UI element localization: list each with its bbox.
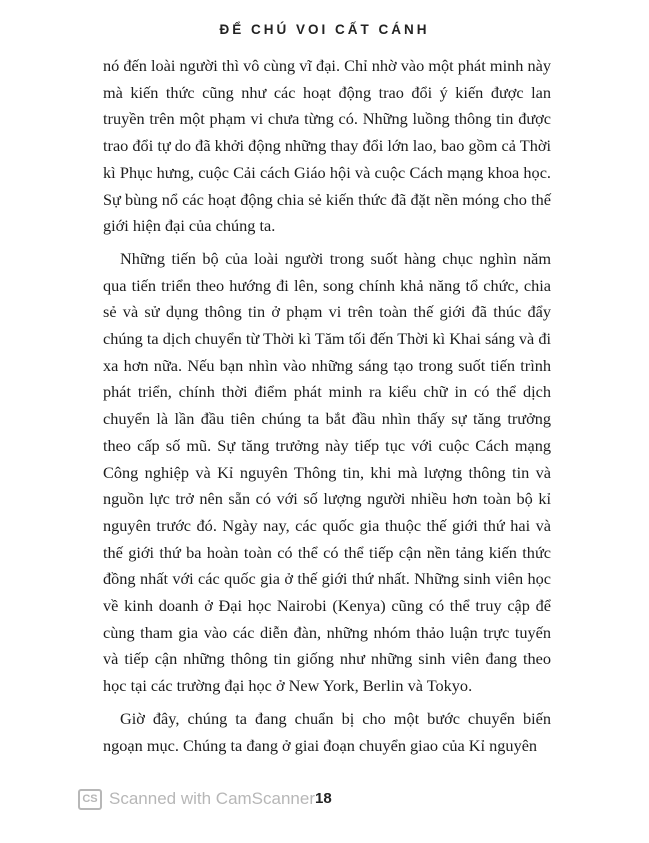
running-header: ĐỂ CHÚ VOI CẤT CÁNH xyxy=(219,22,430,37)
paragraph: Giờ đây, chúng ta đang chuẩn bị cho một bước chuyển biến ngoạn mục. Chúng ta đang ở giai đoạn chuyển giao của Kỉ nguyên xyxy=(103,708,551,755)
body-text xyxy=(103,53,551,759)
scanner-watermark xyxy=(78,788,315,810)
paragraph: Những tiến bộ của loài người trong suốt hàng chục nghìn năm qua tiến triển theo hướng đi lên, song chính khả năng tổ chức, chia sẻ và sử dụng thông tin ở phạm vi trên toàn thế giới đã thúc đẩy chúng ta dịch chuyển từ Thời kì Tăm tối đến Thời kì Khai sáng và đi xa hơn nữa. Nếu bạn nhìn vào những sáng tạo trong suốt tiến trình phát triển, chính thời điểm phát minh ra kiểu chữ in có thể dịch chuyển là lần đầu tiên chúng ta bắt đầu nhìn thấy sự tăng trưởng theo cấp số mũ. Sự tăng trưởng này tiếp tục với cuộc Cách mạng Công nghiệp và Kỉ nguyên Thông tin, khi mà lượng thông tin và nguồn lực trở nên sẵn có với số lượng người nhiều hơn toàn bộ kỉ nguyên trước đó. Ngày nay, các quốc gia thuộc thế giới thứ hai và thế giới thứ ba hoàn toàn có thể có thể tiếp cận nền tảng kiến thức đồng nhất với các quốc gia ở thế giới thứ nhất. Những sinh viên học về kinh doanh ở Đại học Nairobi (Kenya) cũng có thể truy cập để cùng tham gia vào các diễn đàn, những nhóm thảo luận trực tuyến và tiếp cận những thông tin giống như những sinh viên đang theo học tại các trường đại học ở New York, Berlin và Tokyo. xyxy=(103,248,551,696)
scanner-watermark-text: Scanned with CamScanner xyxy=(109,789,316,808)
page-number: 18 xyxy=(315,790,332,807)
camscanner-logo-icon: CS xyxy=(78,789,102,810)
paragraph-continued: nó đến loài người thì vô cùng vĩ đại. Chỉ nhờ vào một phát minh này mà kiến thức cũng như các hoạt động trao đổi ý kiến được lan truyền trên một phạm vi chưa từng có. Những luồng thông tin được trao đổi tự do đã khởi động những thay đổi lớn lao, bao gồm cả Thời kì Phục hưng, cuộc Cải cách Giáo hội và cuộc Cách mạng khoa học. Sự bùng nổ các hoạt động chia sẻ kiến thức đã đặt nền móng cho thế giới hiện đại của chúng ta. xyxy=(103,56,551,236)
